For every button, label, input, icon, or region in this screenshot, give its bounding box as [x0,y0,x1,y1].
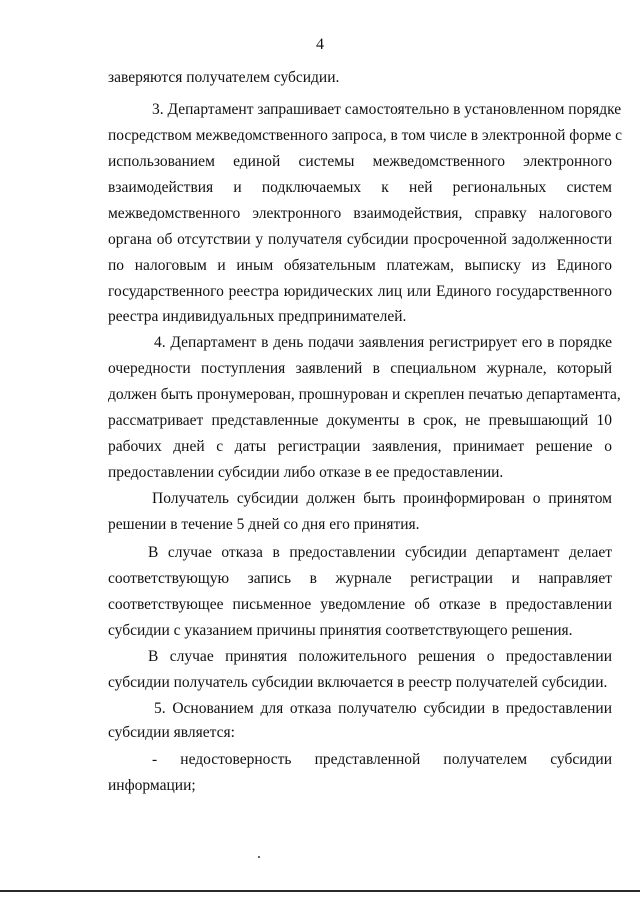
text-line-3: посредством межведомственного запроса, в том числе в электронной форме с [108,127,623,144]
text-line-6: межведомственного электронного взаимодействия, справку налогового [108,205,612,222]
text-line-12: очередности поступления заявлений в специальном журнале, который [108,360,612,377]
text-line-11: 4. Департамент в день подачи заявления регистрирует его в порядке [154,334,612,351]
text-line-15: рабочих дней с даты регистрации заявления, принимает решение о [108,438,612,455]
text-line-17: Получатель субсидии должен быть проинформирован о принятом [152,490,612,507]
text-line-9: государственного реестра юридических лиц или Единого государственного [108,283,612,300]
text-line-14: рассматривает представленные документы в срок, не превышающий 10 [108,412,612,429]
text-line-7: органа об отсутствии у получателя субсидии просроченной задолженности [108,231,612,248]
text-line-18: решении в течение 5 дней со дня его принятия. [108,516,420,533]
text-line-5: взаимодействия и подключаемых к ней региональных систем [108,179,612,196]
scan-speck [258,856,260,858]
text-line-21: соответствующее письменное уведомление об отказе в предоставлении [108,596,612,613]
text-line-25: 5. Основанием для отказа получателю субсидии в предоставлении [154,700,612,717]
text-line-10: реестра индивидуальных предпринимателей. [108,308,407,325]
text-line-1: заверяются получателем субсидии. [108,69,340,86]
text-line-16: предоставлении субсидии либо отказе в ее предоставлении. [108,464,504,481]
text-line-19: В случае отказа в предоставлении субсидии департамент делает [148,544,612,561]
text-line-4: использованием единой системы межведомственного электронного [108,153,612,170]
text-line-24: субсидии получатель субсидии включается в реестр получателей субсидии. [108,674,608,691]
text-line-23: В случае принятия положительного решения о предоставлении [148,648,612,665]
text-line-8: по налоговым и иным обязательным платежам, выписку из Единого [108,257,612,274]
page-number: 4 [316,36,324,53]
text-line-22: субсидии с указанием причины принятия соответствующего решения. [108,622,573,639]
text-line-28: информации; [108,777,196,794]
text-line-27: - недостоверность представленной получателем субсидии [152,751,612,768]
text-line-20: соответствующую запись в журнале регистрации и направляет [108,570,612,587]
text-line-2: 3. Департамент запрашивает самостоятельно в установленном порядке [152,101,622,118]
text-line-13: должен быть пронумерован, прошнурован и скреплен печатью департамента, [108,386,621,403]
text-line-26: субсидии является: [108,724,235,741]
bottom-divider [0,890,640,892]
